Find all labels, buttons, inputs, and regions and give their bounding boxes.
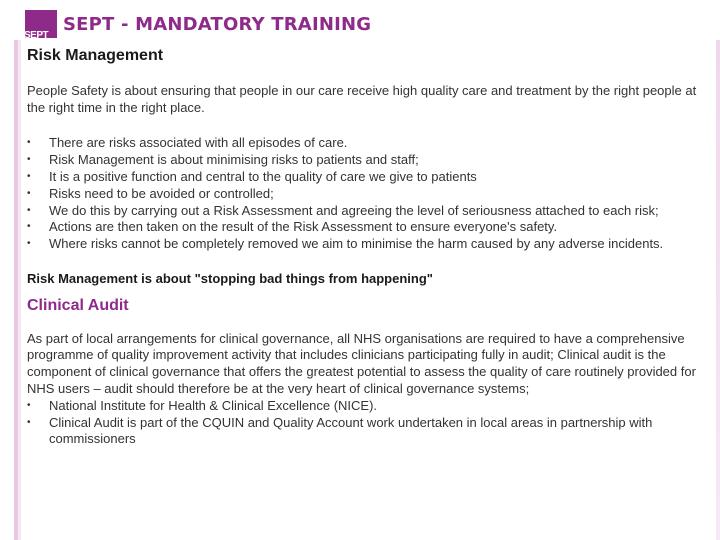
audit-bullet-list — [27, 398, 717, 448]
audit-paragraph: As part of local arrangements for clinical governance, all NHS organisations are required to have a comprehensive programme of quality improvement activity that includes clinicians participating fully in audit; Clinical audit is the component of clinical governance that offers the greatest potential to assess the quality of care routinely provided for NHS users – audit should therefore be at the very heart of clinical governance systems; — [27, 330, 696, 396]
list-item: • We do this by carrying out a Risk Assessment and agreeing the level of seriousness attached to each risk; — [27, 203, 717, 220]
risk-intro-text: People Safety is about ensuring that people in our care receive high quality care and treatment by the right people at the right time in the right place. — [27, 82, 697, 115]
list-item: • There are risks associated with all episodes of care. — [27, 135, 717, 152]
left-accent-bar-light — [18, 40, 21, 540]
list-item: • Where risks cannot be completely removed we aim to minimise the harm caused by any adverse incidents. — [27, 236, 717, 253]
risk-bullet-list — [27, 135, 717, 253]
slide-content — [27, 48, 717, 448]
risk-management-heading: Risk Management — [27, 47, 164, 64]
list-item: • Risk Management is about minimising risks to patients and staff; — [27, 152, 717, 169]
logo-text: SEPT — [24, 30, 49, 41]
list-item: • National Institute for Health & Clinical Excellence (NICE). — [27, 398, 717, 415]
clinical-audit-heading: Clinical Audit — [27, 296, 129, 314]
list-item: • Clinical Audit is part of the CQUIN and Quality Account work undertaken in local areas in partnership with commissioners — [27, 415, 717, 449]
list-item: • Risks need to be avoided or controlled; — [27, 186, 717, 203]
sept-logo — [24, 10, 57, 41]
page-header-title: SEPT - MANDATORY TRAINING — [63, 14, 372, 35]
list-item: • It is a positive function and central to the quality of care we give to patients — [27, 169, 717, 186]
list-item: • Actions are then taken on the result of the Risk Assessment to ensure everyone's safety. — [27, 219, 717, 236]
risk-summary-text: Risk Management is about "stopping bad things from happening" — [27, 270, 433, 286]
